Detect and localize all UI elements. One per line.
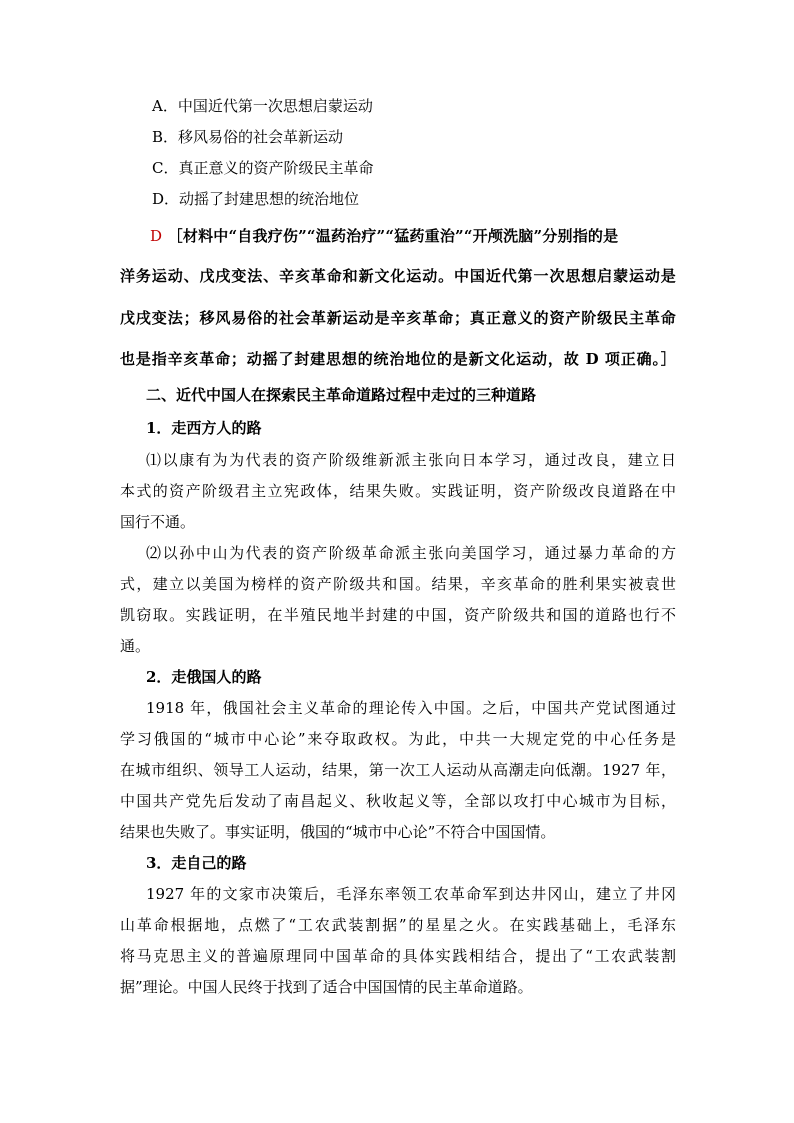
answer-letter: D [150, 227, 163, 245]
paragraph-line: 结果也失败了。事实证明，俄国的“城市中心论”不符合中国国情。 [120, 823, 556, 841]
answer-line-3: 戊戌变法；移风易俗的社会革新运动是辛亥革命；真正意义的资产阶级民主革命 [120, 309, 676, 327]
paragraph-line [146, 884, 676, 904]
answer-line-4: 也是指辛亥革命；动摇了封建思想的统治地位的是新文化运动，故 D 项正确。］ [120, 350, 676, 368]
option-a: A．中国近代第一次思想启蒙运动 [152, 97, 373, 115]
paragraph-line: 通。 [120, 637, 151, 655]
paragraph-text: 1927 年的文家市决策后，毛泽东率领工农革命军到达井冈山，建立了井冈 [146, 885, 676, 903]
option-b: B．移风易俗的社会革新运动 [152, 128, 344, 146]
option-d: D．动摇了封建思想的统治地位 [152, 190, 360, 208]
paragraph-line [146, 450, 676, 470]
paragraph-line: 将马克思主义的普遍原理同中国革命的具体实践相结合，提出了“工农武装割 [120, 947, 676, 965]
paragraph-text: 1918 年，俄国社会主义革命的理论传入中国。之后，中国共产党试图通过 [146, 699, 676, 717]
paragraph-line: 学习俄国的“城市中心论”来夺取政权。为此，中共一大规定党的中心任务是 [120, 730, 676, 748]
option-c: C．真正意义的资产阶级民主革命 [152, 159, 374, 177]
paragraph-line: 国行不通。 [120, 513, 196, 531]
paragraph-line: 中国共产党先后发动了南昌起义、秋收起义等，全部以攻打中心城市为目标， [120, 792, 676, 810]
paragraph-text: ⑵以孙中山为代表的资产阶级革命派主张向美国学习，通过暴力革命的方 [146, 544, 676, 562]
paragraph-text: ⑴以康有为为代表的资产阶级维新派主张向日本学习，通过改良，建立日 [146, 451, 676, 469]
answer-text-1: ［材料中“自我疗伤”“温药治疗”“猛药重治”“开颅洗脑”分别指的是 [167, 227, 619, 245]
paragraph-line [146, 698, 676, 718]
paragraph-line: 据”理论。中国人民终于找到了适合中国国情的民主革命道路。 [120, 978, 533, 996]
subheading-2: 2．走俄国人的路 [146, 668, 262, 686]
answer-line-2: 洋务运动、戊戌变法、辛亥革命和新文化运动。中国近代第一次思想启蒙运动是 [120, 267, 676, 285]
section-heading: 二、近代中国人在探索民主革命道路过程中走过的三种道路 [146, 386, 537, 404]
paragraph-line [146, 543, 676, 563]
answer-line-1 [150, 226, 618, 246]
subheading-1: 1．走西方人的路 [146, 419, 262, 437]
paragraph-line: 本式的资产阶级君主立宪政体，结果失败。实践证明，资产阶级改良道路在中 [120, 482, 676, 500]
paragraph-line: 山革命根据地，点燃了“工农武装割据”的星星之火。在实践基础上，毛泽东 [120, 916, 676, 934]
paragraph-line: 凯窃取。实践证明，在半殖民地半封建的中国，资产阶级共和国的道路也行不 [120, 606, 676, 624]
paragraph-line: 式，建立以美国为榜样的资产阶级共和国。结果，辛亥革命的胜利果实被袁世 [120, 575, 676, 593]
paragraph-line: 在城市组织、领导工人运动，结果，第一次工人运动从高潮走向低潮。1927 年， [120, 761, 676, 779]
subheading-3: 3．走自己的路 [146, 854, 247, 872]
